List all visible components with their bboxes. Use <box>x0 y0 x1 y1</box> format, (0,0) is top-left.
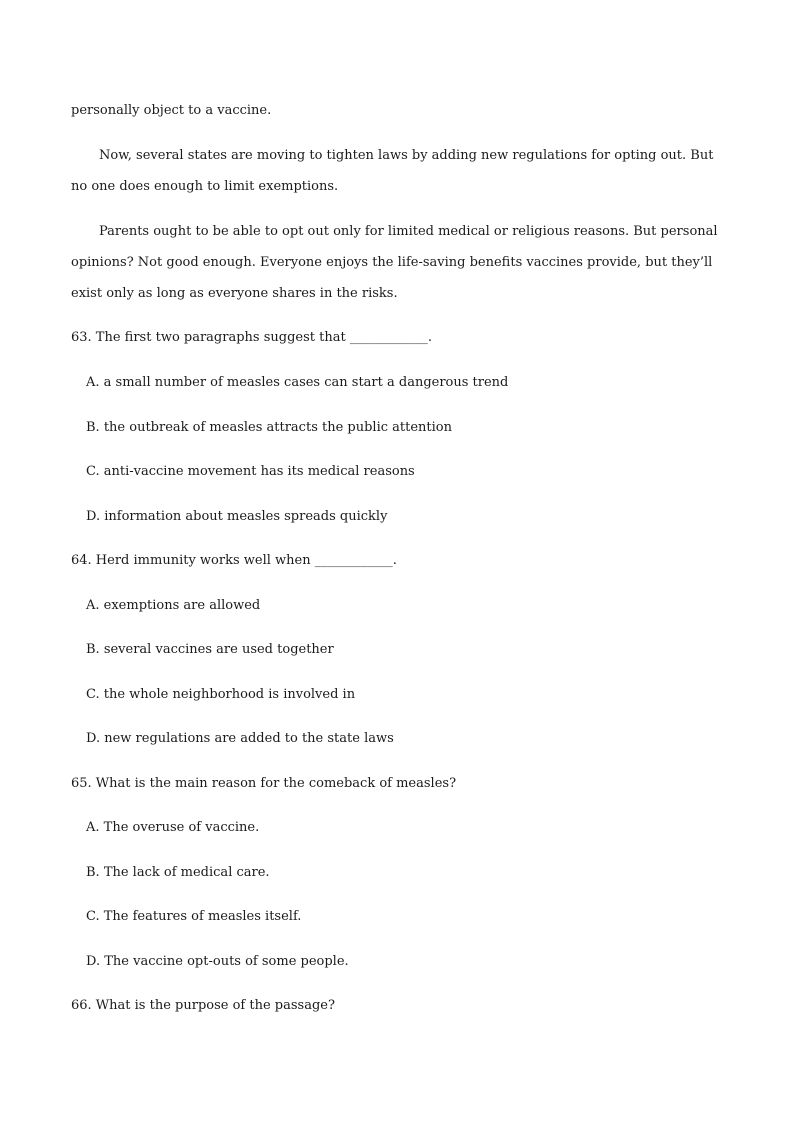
question-63-option-c: C. anti-vaccine movement has its medical reasons <box>86 464 415 479</box>
question-64-stem: 64. Herd immunity works well when ____________. <box>71 553 397 568</box>
question-64-option-d: D. new regulations are added to the state laws <box>86 731 394 746</box>
question-65-option-d: D. The vaccine opt-outs of some people. <box>86 954 349 969</box>
question-63-stem: 63. The first two paragraphs suggest that ____________. <box>71 330 432 345</box>
passage-line: no one does enough to limit exemptions. <box>71 179 339 194</box>
question-64-option-c: C. the whole neighborhood is involved in <box>86 687 356 702</box>
question-65-option-c: C. The features of measles itself. <box>86 909 302 924</box>
question-63-option-d: D. information about measles spreads quickly <box>86 509 388 524</box>
passage-line: opinions? Not good enough. Everyone enjoys the life-saving benefits vaccines provide, but they’ll <box>71 255 713 270</box>
question-65-option-b: B. The lack of medical care. <box>86 865 270 880</box>
question-64-option-a: A. exemptions are allowed <box>86 598 261 613</box>
question-66-stem: 66. What is the purpose of the passage? <box>71 998 335 1013</box>
question-65-stem: 65. What is the main reason for the comeback of measles? <box>71 776 457 791</box>
question-63-option-a: A. a small number of measles cases can start a dangerous trend <box>86 375 509 390</box>
question-64-option-b: B. several vaccines are used together <box>86 642 334 657</box>
passage-line: personally object to a vaccine. <box>71 103 272 118</box>
passage-line: exist only as long as everyone shares in the risks. <box>71 286 398 301</box>
question-65-option-a: A. The overuse of vaccine. <box>86 820 260 835</box>
question-63-option-b: B. the outbreak of measles attracts the public attention <box>86 420 453 435</box>
passage-line: Parents ought to be able to opt out only for limited medical or religious reasons. But personal <box>99 224 718 239</box>
passage-line: Now, several states are moving to tighten laws by adding new regulations for opting out. But <box>99 148 714 163</box>
